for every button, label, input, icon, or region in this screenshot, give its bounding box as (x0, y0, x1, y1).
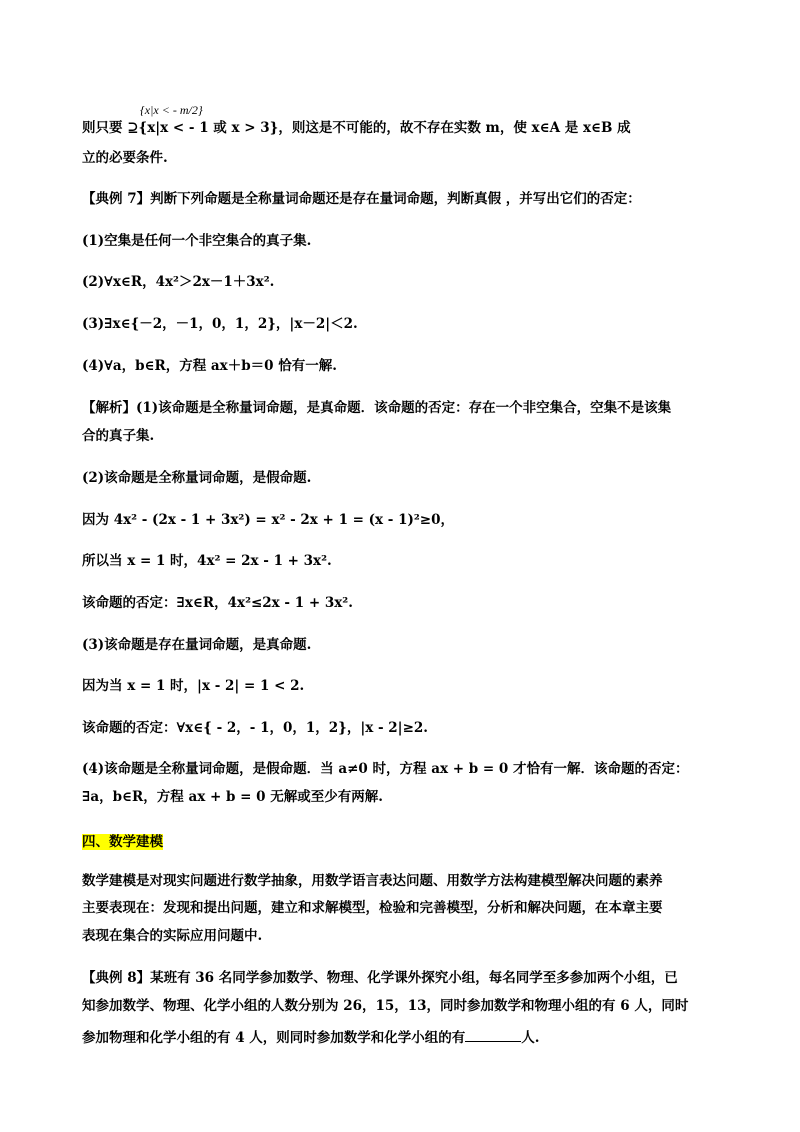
text-line: 【典例 8】某班有 36 名同学参加数学、物理、化学课外探究小组，每名同学至多参加两个小组，已 (82, 970, 678, 986)
text-line: 【解析】(1)该命题是全称量词命题，是真命题．该命题的否定：存在一个非空集合，空集不是该集 (82, 400, 672, 416)
text-line: 知参加数学、物理、化学小组的人数分别为 26，15，13，同时参加数学和物理小组的有 6 人，同时 (82, 998, 689, 1014)
text-line: 则只要 ⊇{x|x < - 1 或 x > 3}，则这是不可能的，故不存在实数 m，使 x∈A 是 x∈B 成 (82, 120, 631, 136)
text-line: (3)该命题是存在量词命题，是真命题. (82, 637, 312, 653)
text-line: 表现在集合的实际应用问题中. (82, 928, 263, 944)
answer-blank[interactable] (465, 1029, 521, 1042)
text-line: 【典例 7】判断下列命题是全称量词命题还是存在量词命题，判断真假 ，并写出它们的否定： (82, 191, 641, 207)
text-line: (3)∃x∈{－2，－1，0，1，2}，|x－2|＜2. (82, 316, 358, 332)
text-line: ∃a，b∈R，方程 ax + b = 0 无解或至少有两解. (82, 789, 383, 805)
text-line: 该命题的否定：∀x∈{ - 2，- 1，0，1，2}，|x - 2|≥2. (82, 720, 429, 736)
text-line: (4)∀a，b∈R，方程 ax＋b＝0 恰有一解. (82, 358, 337, 374)
text-line: 合的真子集. (82, 428, 155, 444)
text-line: 该命题的否定：∃x∈R，4x²≤2x - 1 + 3x². (82, 595, 353, 611)
text-line: 立的必要条件. (82, 150, 168, 166)
text-line: 因为 4x² - (2x - 1 + 3x²) = x² - 2x + 1 = (x - 1)²≥0， (82, 512, 455, 528)
text-line: 所以当 x = 1 时，4x² = 2x - 1 + 3x². (82, 553, 332, 569)
final-line: 参加物理和化学小组的有 4 人，则同时参加数学和化学小组的有 人. (82, 1030, 540, 1046)
section-heading: 四、数学建模 (82, 834, 163, 850)
text-line: (1)空集是任何一个非空集合的真子集. (82, 233, 312, 249)
text-line: 因为当 x = 1 时，|x - 2| = 1 < 2. (82, 678, 305, 694)
text-line: (2)该命题是全称量词命题，是假命题. (82, 470, 312, 486)
text-line: 数学建模是对现实问题进行数学抽象，用数学语言表达问题、用数学方法构建模型解决问题的素养 (82, 873, 663, 889)
set-fraction-expression: {x|x < - m/2} (140, 103, 203, 117)
text-line: 主要表现在：发现和提出问题，建立和求解模型，检验和完善模型，分析和解决问题，在本章主要 (82, 900, 663, 916)
text-line: (4)该命题是全称量词命题，是假命题．当 a≠0 时，方程 ax + b = 0 才恰有一解．该命题的否定： (82, 761, 689, 777)
text-line: (2)∀x∈R，4x²＞2x－1＋3x². (82, 274, 275, 290)
